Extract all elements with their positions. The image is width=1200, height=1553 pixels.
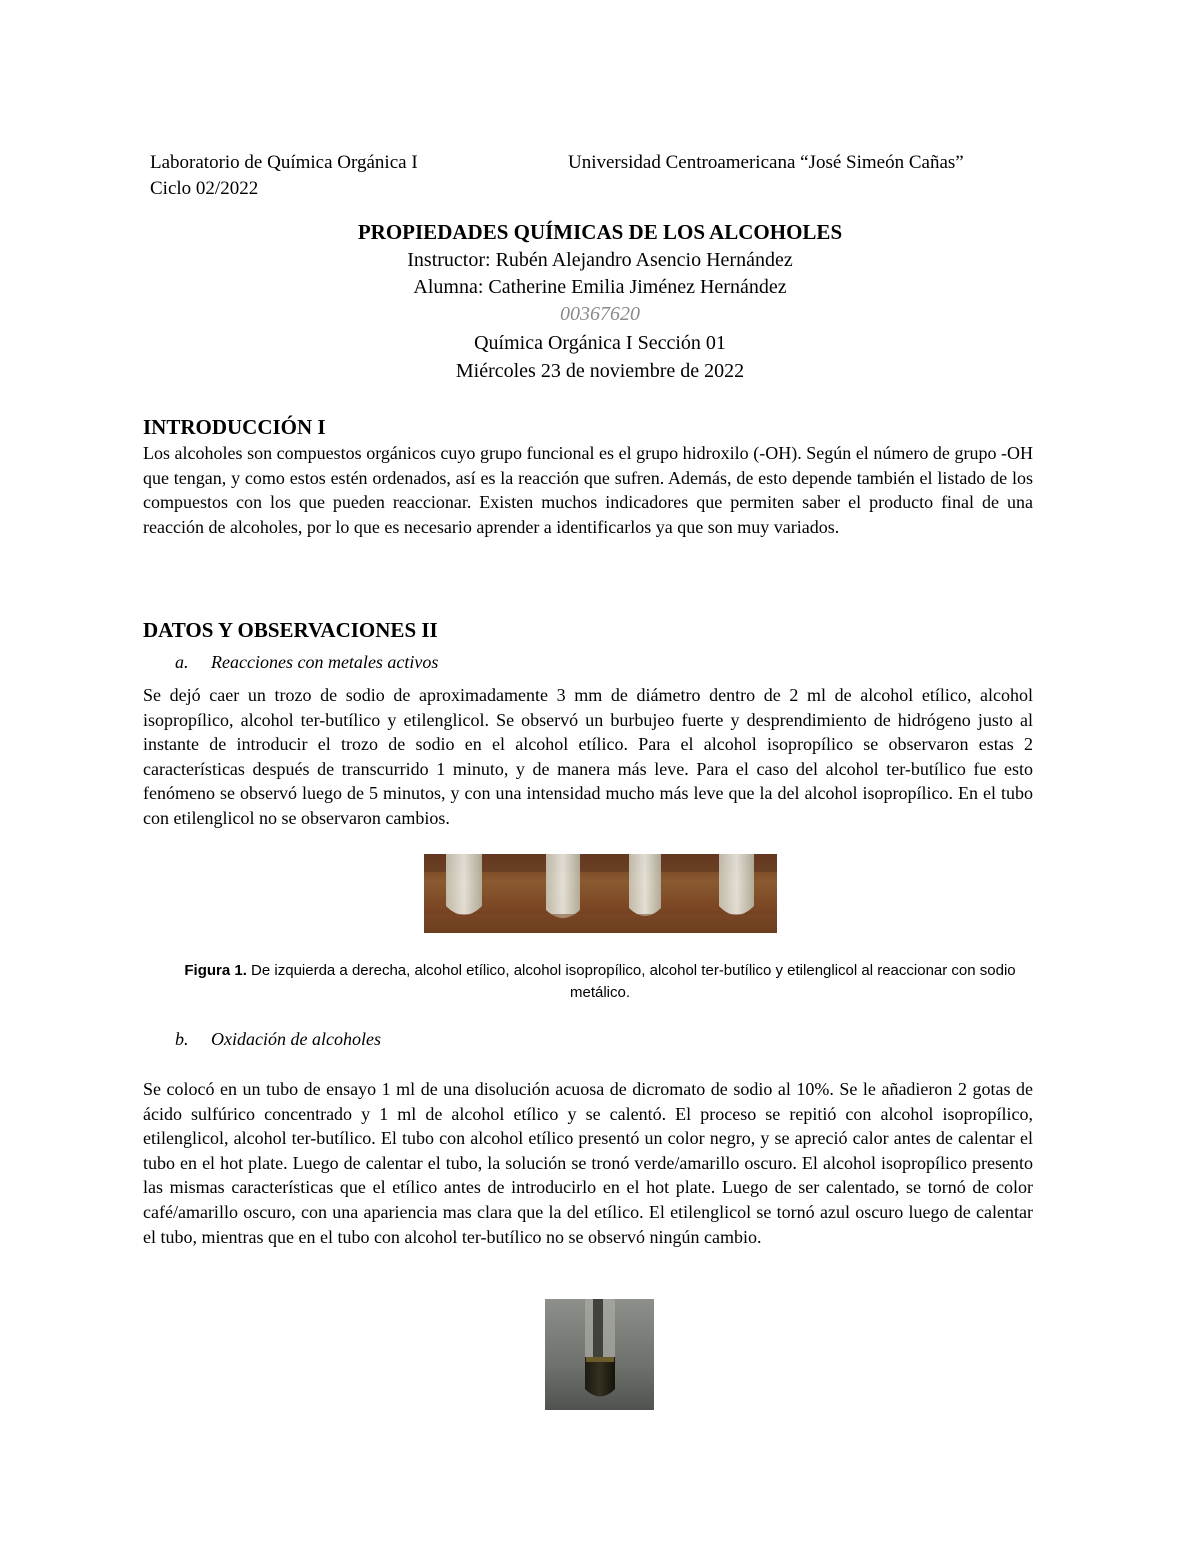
subsection-a-marker: a. — [175, 652, 189, 672]
header-university: Universidad Centroamericana “José Simeón Cañas” — [568, 152, 964, 173]
introduction-paragraph: Los alcoholes son compuestos orgánicos cuyo grupo funcional es el grupo hidroxilo (-OH). Según el número de grupo -OH que tengan, y como estos estén ordenados, así es la reacción que sufren. Además, de esto depende también el listado de los compuestos con los que pueden reaccionar. Existen muchos indicadores que permiten saber el producto final de una reacción de alcoholes, por lo que es necesario aprender a identificarlos ya que son muy variados. — [143, 443, 1033, 537]
figure-1-caption-text: De izquierda a derecha, alcohol etílico, alcohol isopropílico, alcohol ter-butílico y etilenglicol al reaccionar con sodio metálico. — [251, 962, 1016, 1001]
header-lab: Laboratorio de Química Orgánica I — [150, 152, 418, 173]
course-line: Química Orgánica I Sección 01 — [474, 332, 726, 354]
dark-tube-image — [545, 1299, 654, 1410]
page-title: PROPIEDADES QUÍMICAS DE LOS ALCOHOLES — [357, 220, 843, 244]
subsection-a-title — [175, 652, 438, 673]
introduction-heading: INTRODUCCIÓN I — [143, 415, 326, 439]
student-id: 00367620 — [560, 303, 640, 325]
student-line: Alumna: Catherine Emilia Jiménez Hernández — [413, 276, 787, 298]
test-tubes-image — [424, 854, 777, 933]
figure-2-photo — [545, 1299, 654, 1410]
subsection-b-title — [175, 1029, 381, 1050]
data-section-heading: DATOS Y OBSERVACIONES II — [143, 618, 438, 642]
figure-1-caption — [160, 960, 1040, 1004]
figure-1-photo — [424, 854, 777, 933]
paragraph-b: Se colocó en un tubo de ensayo 1 ml de una disolución acuosa de dicromato de sodio al 10%. Se le añadieron 2 gotas de ácido sulfúrico concentrado y 1 ml de alcohol etílico y se calentó. El proceso se repitió con alcohol isopropílico, etilenglicol, alcohol ter-butílico. El tubo con alcohol etílico presentó un color negro, y se apreció calor antes de calentar el tubo en el hot plate. Luego de calentar el tubo, la solución se tronó verde/amarillo oscuro. El alcohol isopropílico presento las mismas características que el etílico antes de introducirlo en el hot plate. Luego de ser calentado, se tornó de color café/amarillo oscuro, con una apariencia mas clara que la del etílico. El etilenglicol se tornó azul oscuro luego de calentar el tubo, mientras que en el tubo con alcohol ter-butílico no se observó ningún cambio. — [143, 1079, 1033, 1247]
header-cycle: Ciclo 02/2022 — [150, 178, 259, 199]
subsection-b-marker: b. — [175, 1029, 189, 1049]
date-line: Miércoles 23 de noviembre de 2022 — [455, 360, 745, 382]
paragraph-a: Se dejó caer un trozo de sodio de aproximadamente 3 mm de diámetro dentro de 2 ml de alcohol etílico, alcohol isopropílico, alcohol ter-butílico y etilenglicol. Se observó un burbujeo fuerte y desprendimiento de hidrógeno justo al instante de introducir el trozo de sodio en el alcohol etílico. Para el alcohol isopropílico se observaron estas 2 características después de transcurrido 1 minuto, y de manera más leve. Para el caso del alcohol ter-butílico fue esto fenómeno se observó luego de 5 minutos, y con una intensidad mucho más leve que la del alcohol isopropílico. En el tubo con etilenglicol no se observaron cambios. — [143, 685, 1033, 828]
subsection-a-text: Reacciones con metales activos — [211, 652, 439, 672]
figure-1-label: Figura 1. — [184, 962, 247, 979]
instructor-line: Instructor: Rubén Alejandro Asencio Hernández — [407, 249, 793, 271]
subsection-b-text: Oxidación de alcoholes — [211, 1029, 381, 1049]
